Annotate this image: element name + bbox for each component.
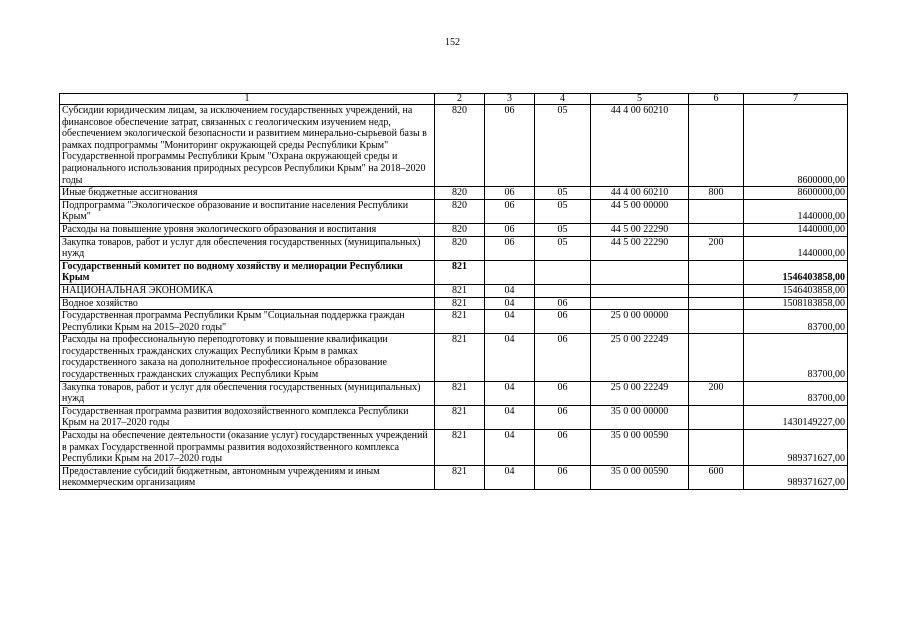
row-sum-cell: 1440000,00 — [744, 236, 848, 260]
table-row — [60, 260, 848, 284]
row-rz-cell: 04 — [485, 381, 535, 405]
table-row — [60, 405, 848, 429]
row-pr-cell: 06 — [535, 334, 591, 381]
row-ved-cell: 820 — [435, 187, 485, 200]
row-csr-cell: 35 0 00 00000 — [591, 405, 689, 429]
row-csr-cell — [591, 284, 689, 297]
row-vr-cell — [689, 297, 744, 310]
row-sum-cell: 83700,00 — [744, 310, 848, 334]
row-ved-cell: 821 — [435, 381, 485, 405]
row-vr-cell — [689, 223, 744, 236]
row-vr-cell — [689, 405, 744, 429]
row-name-cell: Предоставление субсидий бюджетным, автономным учреждениям и иным некоммерческим организациям — [60, 465, 435, 489]
row-ved-cell: 821 — [435, 405, 485, 429]
row-rz-cell: 06 — [485, 199, 535, 223]
row-vr-cell — [689, 430, 744, 466]
table-row — [60, 310, 848, 334]
row-ved-cell: 820 — [435, 223, 485, 236]
row-rz-cell: 04 — [485, 430, 535, 466]
row-csr-cell: 44 4 00 60210 — [591, 105, 689, 187]
table-row — [60, 430, 848, 466]
row-pr-cell: 06 — [535, 405, 591, 429]
column-header: 1 — [60, 94, 435, 105]
row-csr-cell: 44 5 00 00000 — [591, 199, 689, 223]
row-csr-cell: 35 0 00 00590 — [591, 465, 689, 489]
table-row — [60, 199, 848, 223]
row-ved-cell: 820 — [435, 105, 485, 187]
row-rz-cell: 04 — [485, 297, 535, 310]
row-pr-cell — [535, 284, 591, 297]
row-csr-cell — [591, 297, 689, 310]
row-sum-cell: 1440000,00 — [744, 223, 848, 236]
table-row — [60, 284, 848, 297]
column-header: 6 — [689, 94, 744, 105]
row-sum-cell: 83700,00 — [744, 334, 848, 381]
row-pr-cell: 05 — [535, 236, 591, 260]
row-csr-cell: 44 5 00 22290 — [591, 236, 689, 260]
table-row — [60, 334, 848, 381]
row-sum-cell: 8600000,00 — [744, 105, 848, 187]
row-ved-cell: 821 — [435, 430, 485, 466]
row-ved-cell: 821 — [435, 260, 485, 284]
row-vr-cell — [689, 310, 744, 334]
row-pr-cell — [535, 260, 591, 284]
row-vr-cell — [689, 284, 744, 297]
row-name-cell: Расходы на профессиональную переподготовку и повышение квалификации государственных гражданских служащих Республики Крым в рамках государственного заказа на дополнительное профессиональное образование государственных гражданских служащих Республики Крым — [60, 334, 435, 381]
row-sum-cell: 1546403858,00 — [744, 260, 848, 284]
row-sum-cell: 989371627,00 — [744, 465, 848, 489]
row-csr-cell: 25 0 00 00000 — [591, 310, 689, 334]
row-sum-cell: 1508183858,00 — [744, 297, 848, 310]
row-name-cell: НАЦИОНАЛЬНАЯ ЭКОНОМИКА — [60, 284, 435, 297]
row-sum-cell: 989371627,00 — [744, 430, 848, 466]
page-number: 152 — [445, 37, 460, 48]
row-name-cell: Субсидии юридическим лицам, за исключением государственных учреждений, на финансовое обеспечение затрат, связанных с геологическим изучением недр, обеспечением экологической безопасности и развитием минерально-сырьевой базы в рамках подпрограммы "Мониторинг окружающей среды Республики Крым" Государственной программы Республики Крым "Охрана окружающей среды и рационального использования природных ресурсов Республики Крым" на 2018–2020 годы — [60, 105, 435, 187]
row-name-cell: Расходы на повышение уровня экологического образования и воспитания — [60, 223, 435, 236]
column-header: 3 — [485, 94, 535, 105]
row-rz-cell: 04 — [485, 334, 535, 381]
row-rz-cell: 04 — [485, 465, 535, 489]
table-row — [60, 223, 848, 236]
table-row — [60, 105, 848, 187]
row-name-cell: Государственная программа Республики Крым "Социальная поддержка граждан Республики Крым на 2015–2020 годы" — [60, 310, 435, 334]
row-vr-cell: 600 — [689, 465, 744, 489]
row-ved-cell: 820 — [435, 199, 485, 223]
column-header: 7 — [744, 94, 848, 105]
row-sum-cell: 1546403858,00 — [744, 284, 848, 297]
row-name-cell: Подпрограмма "Экологическое образование и воспитание населения Республики Крым" — [60, 199, 435, 223]
row-rz-cell: 06 — [485, 187, 535, 200]
row-pr-cell: 06 — [535, 465, 591, 489]
row-sum-cell: 1440000,00 — [744, 199, 848, 223]
header-row — [60, 94, 848, 105]
row-ved-cell: 820 — [435, 236, 485, 260]
row-csr-cell: 44 4 00 60210 — [591, 187, 689, 200]
row-name-cell: Иные бюджетные ассигнования — [60, 187, 435, 200]
row-rz-cell: 06 — [485, 223, 535, 236]
row-ved-cell: 821 — [435, 310, 485, 334]
row-rz-cell: 04 — [485, 284, 535, 297]
row-pr-cell: 06 — [535, 297, 591, 310]
table-row — [60, 187, 848, 200]
row-pr-cell: 05 — [535, 223, 591, 236]
row-vr-cell — [689, 105, 744, 187]
row-csr-cell — [591, 260, 689, 284]
row-pr-cell: 05 — [535, 199, 591, 223]
row-pr-cell: 05 — [535, 187, 591, 200]
table-row — [60, 465, 848, 489]
row-csr-cell: 25 0 00 22249 — [591, 334, 689, 381]
row-name-cell: Водное хозяйство — [60, 297, 435, 310]
row-vr-cell: 200 — [689, 381, 744, 405]
row-csr-cell: 44 5 00 22290 — [591, 223, 689, 236]
row-sum-cell: 8600000,00 — [744, 187, 848, 200]
table-row — [60, 381, 848, 405]
row-rz-cell: 04 — [485, 310, 535, 334]
budget-table — [59, 93, 848, 490]
row-name-cell: Расходы на обеспечение деятельности (оказание услуг) государственных учреждений в рамках Государственной программы развития водохозяйственного комплекса Республики Крым на 2017–2020 годы — [60, 430, 435, 466]
row-sum-cell: 83700,00 — [744, 381, 848, 405]
row-rz-cell: 06 — [485, 105, 535, 187]
row-ved-cell: 821 — [435, 284, 485, 297]
row-ved-cell: 821 — [435, 297, 485, 310]
row-pr-cell: 06 — [535, 381, 591, 405]
row-vr-cell — [689, 334, 744, 381]
row-vr-cell: 200 — [689, 236, 744, 260]
row-vr-cell — [689, 260, 744, 284]
table-row — [60, 236, 848, 260]
row-vr-cell: 800 — [689, 187, 744, 200]
row-vr-cell — [689, 199, 744, 223]
row-pr-cell: 06 — [535, 430, 591, 466]
row-ved-cell: 821 — [435, 334, 485, 381]
row-csr-cell: 35 0 00 00590 — [591, 430, 689, 466]
row-name-cell: Закупка товаров, работ и услуг для обеспечения государственных (муниципальных) нужд — [60, 236, 435, 260]
row-rz-cell: 06 — [485, 236, 535, 260]
table-row — [60, 297, 848, 310]
row-sum-cell: 1430149227,00 — [744, 405, 848, 429]
row-rz-cell — [485, 260, 535, 284]
row-name-cell: Государственный комитет по водному хозяйству и мелиорации Республики Крым — [60, 260, 435, 284]
row-ved-cell: 821 — [435, 465, 485, 489]
column-header: 5 — [591, 94, 689, 105]
column-header: 4 — [535, 94, 591, 105]
row-name-cell: Государственная программа развития водохозяйственного комплекса Республики Крым на 2017–2020 годы — [60, 405, 435, 429]
row-csr-cell: 25 0 00 22249 — [591, 381, 689, 405]
row-pr-cell: 05 — [535, 105, 591, 187]
row-name-cell: Закупка товаров, работ и услуг для обеспечения государственных (муниципальных) нужд — [60, 381, 435, 405]
row-rz-cell: 04 — [485, 405, 535, 429]
column-header: 2 — [435, 94, 485, 105]
row-pr-cell: 06 — [535, 310, 591, 334]
